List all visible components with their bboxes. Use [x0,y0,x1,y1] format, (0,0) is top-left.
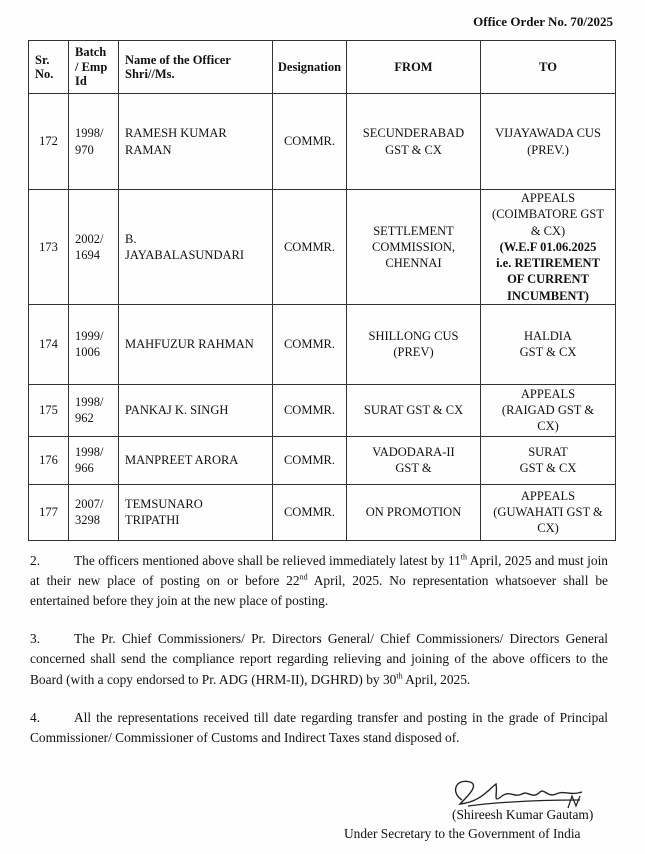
designation-cell: COMMR. [273,484,347,540]
header-from: FROM [347,41,481,94]
batch-emp-id-cell: 1999/ 1006 [69,304,119,384]
to-posting-cell: APPEALS (GUWAHATI GST & CX) [481,484,616,540]
table-row [29,436,616,484]
body-paragraphs [30,551,608,766]
batch-emp-id-cell: 1998/ 962 [69,384,119,436]
officer-name-cell: RAMESH KUMAR RAMAN [119,94,273,190]
header-officer-name: Name of the Officer Shri//Ms. [119,41,273,94]
header-to: TO [481,41,616,94]
signatory-title: Under Secretary to the Government of India [344,826,581,841]
batch-emp-id-cell: 1998/ 970 [69,94,119,190]
officer-name-cell: TEMSUNARO TRIPATHI [119,484,273,540]
officer-name-cell: MAHFUZUR RAHMAN [119,304,273,384]
table-row [29,304,616,384]
table-header-row [29,41,616,94]
batch-emp-id-cell: 2002/ 1694 [69,190,119,305]
batch-emp-id-cell: 1998/ 966 [69,436,119,484]
table-row [29,484,616,540]
from-posting-cell: SETTLEMENT COMMISSION, CHENNAI [347,190,481,305]
sr-no-cell: 176 [29,436,69,484]
sr-no-cell: 172 [29,94,69,190]
signatory-name: (Shireesh Kumar Gautam) [452,807,594,822]
sr-no-cell: 174 [29,304,69,384]
from-posting-cell: SHILLONG CUS (PREV) [347,304,481,384]
to-posting-cell: APPEALS (COIMBATORE GST & CX) (W.E.F 01.06.2025 i.e. RETIREMENT OF CURRENT INCUMBENT) [481,190,616,305]
to-posting-cell: VIJAYAWADA CUS (PREV.) [481,94,616,190]
sr-no-cell: 177 [29,484,69,540]
designation-cell: COMMR. [273,436,347,484]
postings-table [28,40,616,541]
officer-name-cell: B. JAYABALASUNDARI [119,190,273,305]
batch-emp-id-cell: 2007/ 3298 [69,484,119,540]
paragraph-4: 4. All the representations received till date regarding transfer and posting in the grade of Principal Commissioner/ Commissioner of Customs and Indirect Taxes stand disposed of. [30,709,608,745]
from-posting-cell: VADODARA-II GST & [347,436,481,484]
officer-name-cell: MANPREET ARORA [119,436,273,484]
from-posting-cell: ON PROMOTION [347,484,481,540]
to-posting-cell: HALDIA GST & CX [481,304,616,384]
header-designation: Designation [273,41,347,94]
table-row [29,94,616,190]
sr-no-cell: 175 [29,384,69,436]
from-posting-cell: SURAT GST & CX [347,384,481,436]
from-posting-cell: SECUNDERABAD GST & CX [347,94,481,190]
table-row [29,384,616,436]
office-order-number: Office Order No. 70/2025 [473,14,613,29]
designation-cell: COMMR. [273,304,347,384]
paragraph-3: 3. The Pr. Chief Commissioners/ Pr. Directors General/ Chief Commissioners/ Directors General concerned shall send the compliance report regarding relieving and joining of the above officers to the Board (with a copy endorsed to Pr. ADG (HRM-II), DGHRD) by 30th April, 2025. [30,631,608,687]
table-row [29,190,616,305]
to-posting-cell: APPEALS (RAIGAD GST & CX) [481,384,616,436]
designation-cell: COMMR. [273,190,347,305]
header-batch-emp-id: Batch / Emp Id [69,41,119,94]
paragraph-2: 2. The officers mentioned above shall be relieved immediately latest by 11th April, 2025 and must join at their new place of posting on or before 22nd April, 2025. No representation whatsoever shall be entertained before they join at the new place of posting. [30,552,608,609]
sr-no-cell: 173 [29,190,69,305]
designation-cell: COMMR. [273,384,347,436]
to-posting-cell: SURAT GST & CX [481,436,616,484]
officer-name-cell: PANKAJ K. SINGH [119,384,273,436]
designation-cell: COMMR. [273,94,347,190]
header-sr-no: Sr. No. [29,41,69,94]
